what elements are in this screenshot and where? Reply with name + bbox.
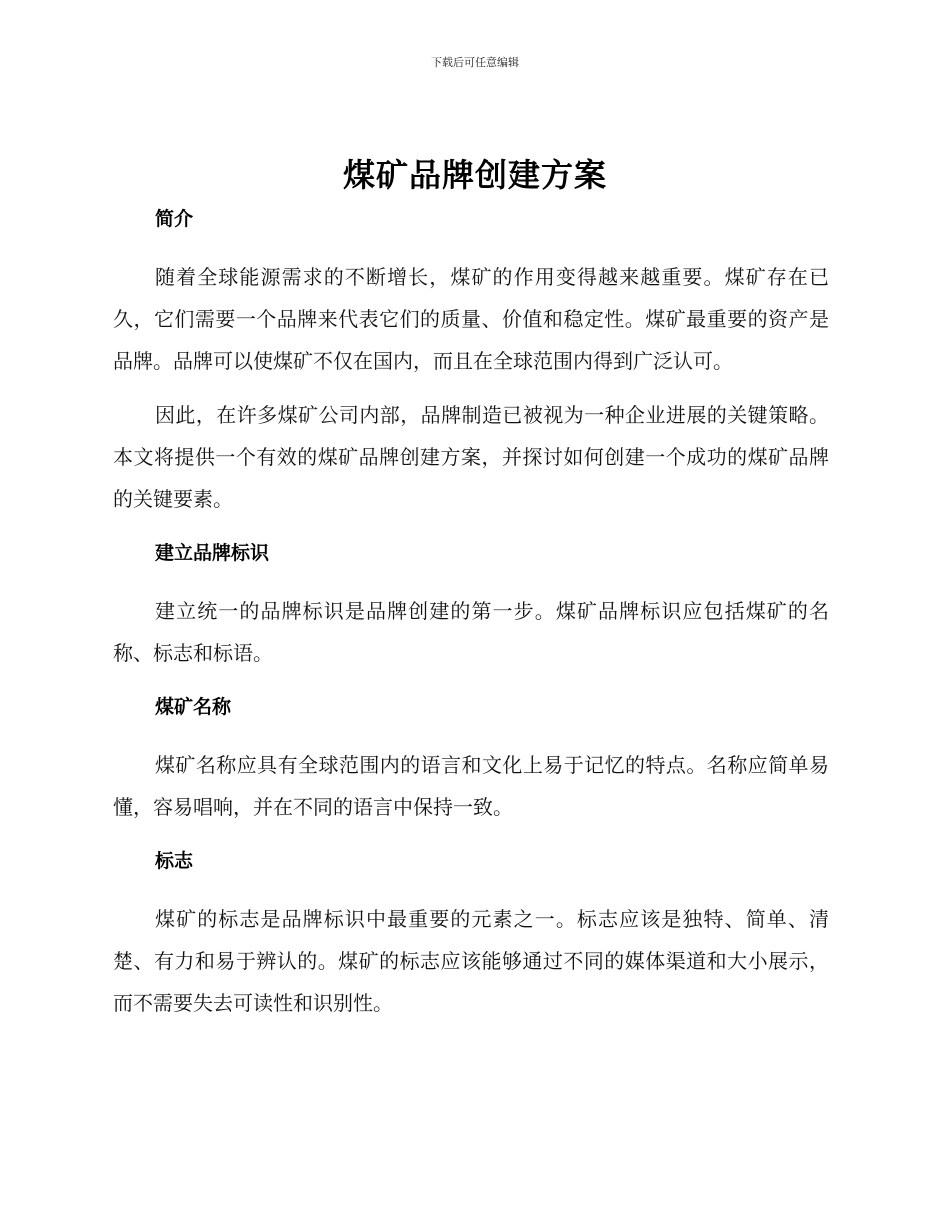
section-heading-mine-name: 煤矿名称 [155,696,232,718]
section-heading-logo: 标志 [155,850,194,872]
paragraph-mine-name: 煤矿名称应具有全球范围内的语言和文化上易于记忆的特点。名称应简单易懂，容易唱响，并在不同的语言中保持一致。 [113,753,829,819]
paragraph-intro-1: 随着全球能源需求的不断增长，煤矿的作用变得越来越重要。煤矿存在已久，它们需要一个品牌来代表它们的质量、价值和稳定性。煤矿最重要的资产是品牌。品牌可以使煤矿不仅在国内，而且在全球范围内得到广泛认可。 [113,265,829,373]
header-note: 下载后可任意编辑 [431,56,519,69]
document-title: 煤矿品牌创建方案 [342,156,607,194]
section-heading-brand-identity: 建立品牌标识 [155,542,270,564]
section-heading-intro: 简介 [155,208,194,230]
paragraph-logo: 煤矿的标志是品牌标识中最重要的元素之一。标志应该是独特、简单、清楚、有力和易于辨认的。煤矿的标志应该能够通过不同的媒体渠道和大小展示，而不需要失去可读性和识别性。 [113,907,829,1015]
paragraph-intro-2: 因此，在许多煤矿公司内部，品牌制造已被视为一种企业进展的关键策略。本文将提供一个有效的煤矿品牌创建方案，并探讨如何创建一个成功的煤矿品牌的关键要素。 [113,403,829,511]
document-body [113,204,829,1036]
paragraph-brand-identity: 建立统一的品牌标识是品牌创建的第一步。煤矿品牌标识应包括煤矿的名称、标志和标语。 [113,599,829,665]
